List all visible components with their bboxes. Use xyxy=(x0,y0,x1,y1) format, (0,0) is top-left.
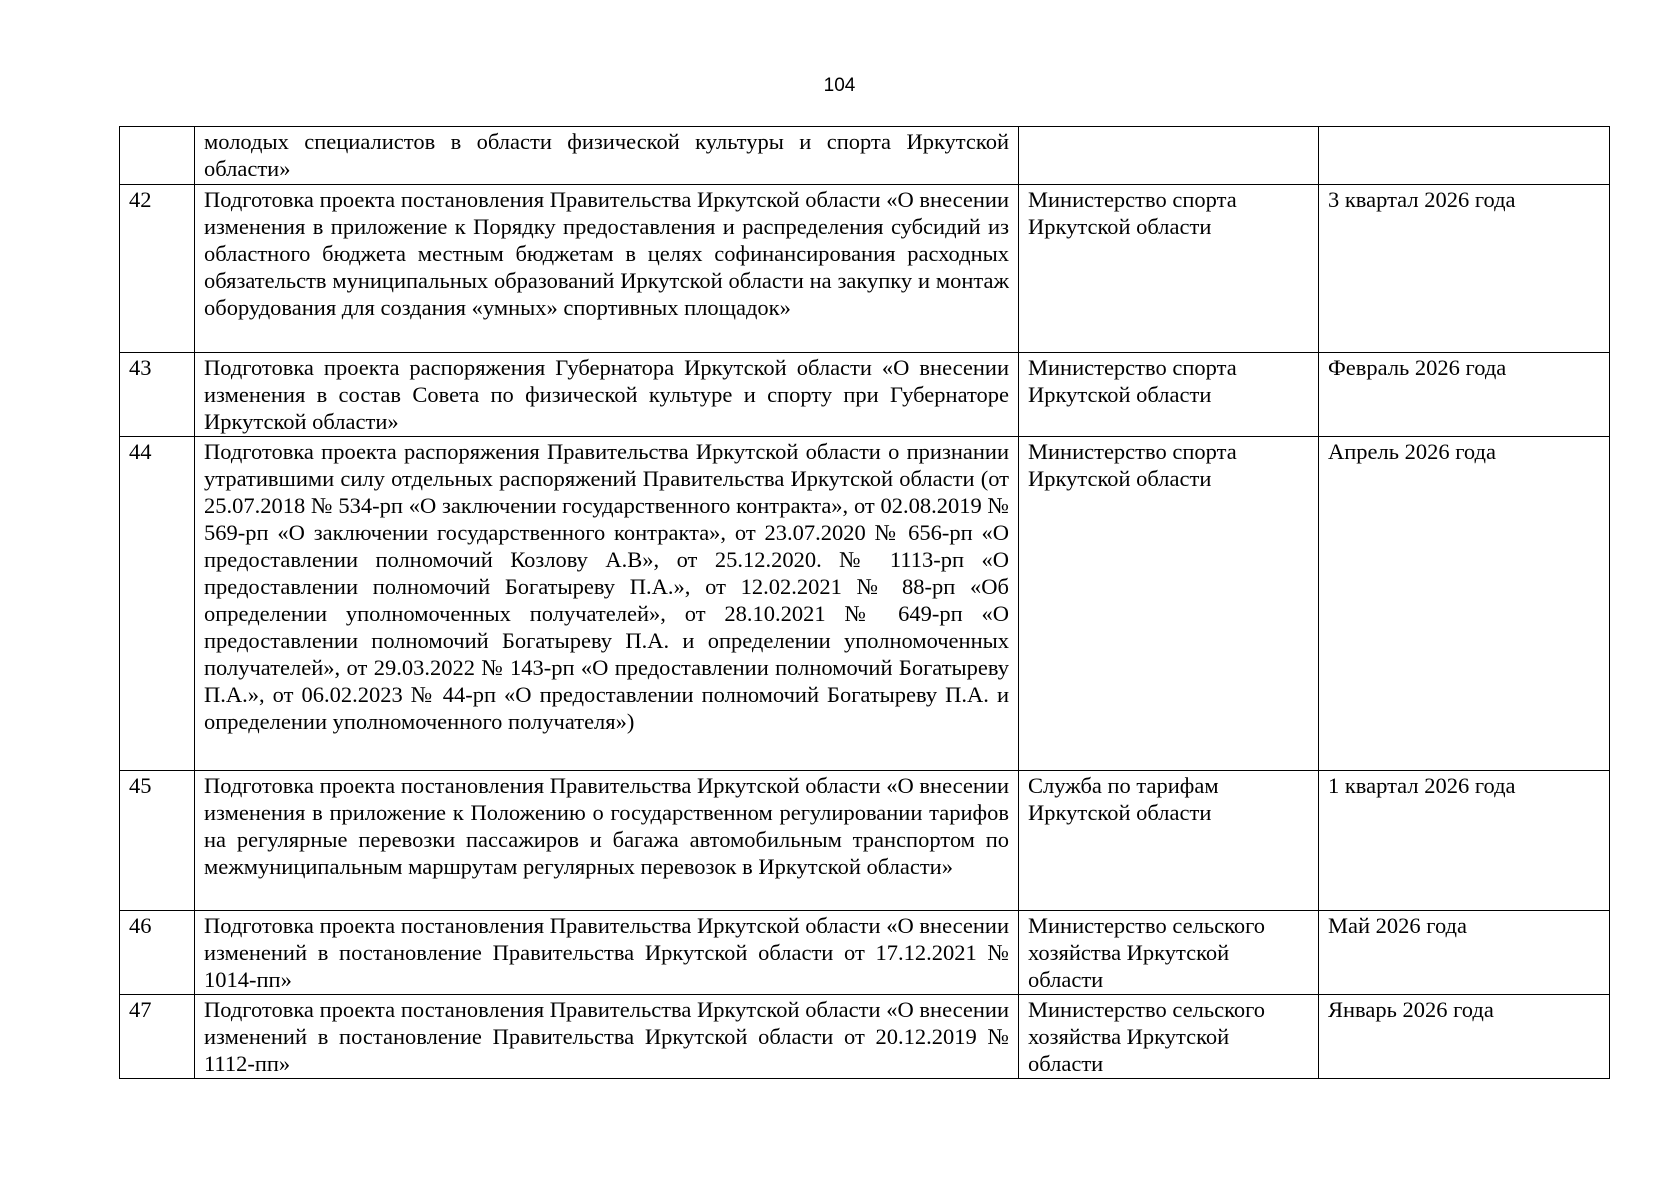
measure-description: Подготовка проекта постановления Правительства Иркутской области «О внесении изменения в приложение к Порядку предоставления и распределения субсидий из областного бюджета местным бюджетам в целях софинансирования расходных обязательств муниципальных образований Иркутской области на закупку и монтаж оборудования для создания «умных» спортивных площадок» xyxy=(195,185,1019,353)
table-row xyxy=(120,771,1610,911)
measure-description: молодых специалистов в области физической культуры и спорта Иркутской области» xyxy=(195,127,1019,185)
due-date: Апрель 2026 года xyxy=(1319,437,1610,771)
table-row xyxy=(120,127,1610,185)
action-plan-table xyxy=(119,126,1610,1079)
due-date: Январь 2026 года xyxy=(1319,995,1610,1079)
row-number: 47 xyxy=(120,995,195,1079)
responsible-executor: Министерство спорта Иркутской области xyxy=(1019,437,1319,771)
page-number: 104 xyxy=(823,75,856,96)
measure-description: Подготовка проекта постановления Правительства Иркутской области «О внесении изменений в постановление Правительства Иркутской области от 20.12.2019 № 1112-пп» xyxy=(195,995,1019,1079)
responsible-executor: Служба по тарифам Иркутской области xyxy=(1019,771,1319,911)
due-date: Февраль 2026 года xyxy=(1319,353,1610,437)
due-date: Май 2026 года xyxy=(1319,911,1610,995)
row-number: 43 xyxy=(120,353,195,437)
measure-description: Подготовка проекта постановления Правительства Иркутской области «О внесении изменений в постановление Правительства Иркутской области от 17.12.2021 № 1014-пп» xyxy=(195,911,1019,995)
table-row xyxy=(120,995,1610,1079)
row-number: 42 xyxy=(120,185,195,353)
table-row xyxy=(120,353,1610,437)
responsible-executor: Министерство сельского хозяйства Иркутской области xyxy=(1019,911,1319,995)
row-number: 44 xyxy=(120,437,195,771)
due-date: 3 квартал 2026 года xyxy=(1319,185,1610,353)
row-number xyxy=(120,127,195,185)
measure-description: Подготовка проекта распоряжения Правительства Иркутской области о признании утратившими силу отдельных распоряжений Правительства Иркутской области (от 25.07.2018 № 534-рп «О заключении государственного контракта», от 02.08.2019 № 569-рп «О заключении государственного контракта», от 23.07.2020 № 656-рп «О предоставлении полномочий Козлову А.В», от 25.12.2020. № 1113-рп «О предоставлении полномочий Богатыреву П.А.», от 12.02.2021 № 88-рп «Об определении уполномоченных получателей», от 28.10.2021 № 649-рп «О предоставлении полномочий Богатыреву П.А. и определении уполномоченных получателей», от 29.03.2022 № 143-рп «О предоставлении полномочий Богатыреву П.А.», от 06.02.2023 № 44-рп «О предоставлении полномочий Богатыреву П.А. и определении уполномоченного получателя») xyxy=(195,437,1019,771)
table-row xyxy=(120,437,1610,771)
due-date: 1 квартал 2026 года xyxy=(1319,771,1610,911)
due-date xyxy=(1319,127,1610,185)
measure-description: Подготовка проекта распоряжения Губернатора Иркутской области «О внесении изменения в состав Совета по физической культуре и спорту при Губернаторе Иркутской области» xyxy=(195,353,1019,437)
row-number: 46 xyxy=(120,911,195,995)
row-number: 45 xyxy=(120,771,195,911)
table-row xyxy=(120,185,1610,353)
responsible-executor: Министерство спорта Иркутской области xyxy=(1019,353,1319,437)
responsible-executor: Министерство спорта Иркутской области xyxy=(1019,185,1319,353)
responsible-executor xyxy=(1019,127,1319,185)
measure-description: Подготовка проекта постановления Правительства Иркутской области «О внесении изменения в приложение к Положению о государственном регулировании тарифов на регулярные перевозки пассажиров и багажа автомобильным транспортом по межмуниципальным маршрутам регулярных перевозок в Иркутской области» xyxy=(195,771,1019,911)
responsible-executor: Министерство сельского хозяйства Иркутской области xyxy=(1019,995,1319,1079)
table-row xyxy=(120,911,1610,995)
